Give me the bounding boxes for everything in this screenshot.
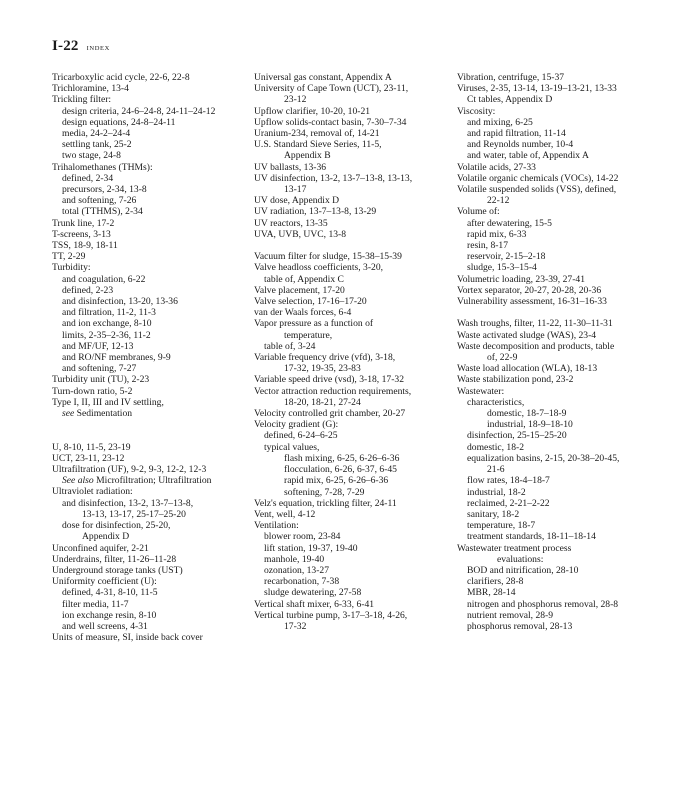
index-subentry: Appendix B	[284, 150, 331, 162]
index-subentry: 13-13, 13-17, 25-17–25-20	[82, 508, 186, 520]
index-entry: Volatile acids, 27-33	[457, 161, 536, 173]
index-entry: UCT, 23-11, 23-12	[52, 452, 125, 464]
index-subentry: defined, 6-24–6-25	[264, 430, 338, 442]
index-entry: Ultrafiltration (UF), 9-2, 9-3, 12-2, 12-3	[52, 464, 207, 476]
index-subentry: 13-17	[284, 184, 307, 196]
index-entry: U.S. Standard Sieve Series, 11-5,	[254, 139, 382, 151]
index-subentry: reclaimed, 2-21–2-22	[467, 497, 550, 509]
index-entry: UV ballasts, 13-36	[254, 161, 327, 173]
index-entry: Volatile organic chemicals (VOCs), 14-22	[457, 172, 619, 184]
index-entry: Vacuum filter for sludge, 15-38–15-39	[254, 251, 402, 263]
index-subentry: 23-12	[284, 94, 307, 106]
index-entry: Volatile suspended solids (VSS), defined,	[457, 184, 617, 196]
index-subentry: resin, 8-17	[467, 240, 509, 252]
index-entry: Valve selection, 17-16–17-20	[254, 296, 367, 308]
running-head: INDEX	[86, 45, 110, 52]
index-subentry: treatment standards, 18-11–18-14	[467, 531, 596, 543]
index-entry: UV radiation, 13-7–13-8, 13-29	[254, 206, 377, 218]
index-subentry: filter media, 11-7	[62, 598, 129, 610]
index-entry: Units of measure, SI, inside back cover	[52, 632, 203, 644]
index-subentry: characteristics,	[467, 396, 525, 408]
index-subentry: and MF/UF, 12-13	[62, 340, 134, 352]
index-subentry: 21-6	[487, 464, 505, 476]
index-subentry: rapid mix, 6-33	[467, 228, 527, 240]
index-entry: Waste activated sludge (WAS), 23-4	[457, 329, 597, 341]
index-subentry: defined, 4-31, 8-10, 11-5	[62, 587, 158, 599]
index-subentry: sludge dewatering, 27-58	[264, 587, 362, 599]
index-entry: Waste load allocation (WLA), 18-13	[457, 363, 598, 375]
index-subentry: dose for disinfection, 25-20,	[62, 520, 171, 532]
index-subentry: and ion exchange, 8-10	[62, 318, 152, 330]
index-subentry: see Sedimentation	[62, 408, 133, 420]
index-entry: UVA, UVB, UVC, 13-8	[254, 228, 347, 240]
index-entry: Wastewater treatment process	[457, 542, 572, 554]
index-subentry: temperature, 18-7	[467, 520, 536, 532]
page-number: I-22	[52, 38, 79, 54]
index-entry: UV disinfection, 13-2, 13-7–13-8, 13-13,	[254, 172, 413, 184]
index-subentry: temperature,	[284, 329, 333, 341]
index-entry: Waste decomposition and products, table	[457, 340, 615, 352]
index-entry: U, 8-10, 11-5, 23-19	[52, 441, 131, 453]
index-entry: Vertical shaft mixer, 6-33, 6-41	[254, 598, 375, 610]
index-subentry: nitrogen and phosphorus removal, 28-8	[467, 598, 619, 610]
index-entry: TT, 2-29	[52, 251, 86, 263]
index-subentry: design equations, 24-8–24-11	[62, 116, 176, 128]
index-subentry: clarifiers, 28-8	[467, 576, 524, 588]
index-subentry: two stage, 24-8	[62, 150, 121, 162]
index-subentry: and well screens, 4-31	[62, 620, 148, 632]
index-entry: Unconfined aquifer, 2-21	[52, 542, 149, 554]
index-entry: Uniformity coefficient (U):	[52, 576, 157, 588]
index-subentry: flow rates, 18-4–18-7	[467, 475, 550, 487]
index-entry: Ultraviolet radiation:	[52, 486, 133, 498]
index-subentry: and mixing, 6-25	[467, 116, 533, 128]
index-subentry: 22-12	[487, 195, 510, 207]
index-entry: T-screens, 3-13	[52, 228, 111, 240]
index-column-1	[52, 72, 242, 643]
index-subentry: table of, Appendix C	[264, 273, 344, 285]
index-subentry: limits, 2-35–2-36, 11-2	[62, 329, 151, 341]
index-subentry: typical values,	[264, 441, 320, 453]
index-subentry: blower room, 23-84	[264, 531, 341, 543]
index-entry: Waste stabilization pond, 23-2	[457, 374, 574, 386]
index-entry: Turbidity:	[52, 262, 91, 274]
index-subentry: and rapid filtration, 11-14	[467, 128, 566, 140]
index-entry: Vapor pressure as a function of	[254, 318, 374, 330]
index-subentry: and softening, 7-26	[62, 195, 137, 207]
index-entry: Trihalomethanes (THMs):	[52, 161, 153, 173]
index-column-2	[254, 72, 450, 632]
index-entry: Trickling filter:	[52, 94, 112, 106]
index-subentry: sanitary, 18-2	[467, 508, 520, 520]
index-entry: Viscosity:	[457, 105, 496, 117]
index-entry: Vibration, centrifuge, 15-37	[457, 72, 565, 83]
index-subentry: and filtration, 11-2, 11-3	[62, 307, 156, 319]
index-entry: Variable frequency drive (vfd), 3-18,	[254, 352, 396, 364]
index-subentry: 17-32, 19-35, 23-83	[284, 363, 361, 375]
index-entry: Vector attraction reduction requirements,	[254, 385, 412, 397]
index-subentry: and Reynolds number, 10-4	[467, 139, 574, 151]
index-subentry: defined, 2-23	[62, 284, 114, 296]
index-subentry: and softening, 7-27	[62, 363, 137, 375]
index-entry: Vent, well, 4-12	[254, 508, 316, 520]
index-subentry: See also Microfiltration; Ultrafiltration	[62, 475, 212, 487]
index-subentry: sludge, 15-3–15-4	[467, 262, 537, 274]
index-subentry: domestic, 18-2	[467, 441, 525, 453]
section-gap	[254, 240, 450, 251]
index-subentry: and RO/NF membranes, 9-9	[62, 352, 171, 364]
index-subentry: 17-32	[284, 620, 307, 632]
index-subentry: flash mixing, 6-25, 6-26–6-36	[284, 452, 400, 464]
index-column-3	[457, 72, 653, 632]
index-subentry: softening, 7-28, 7-29	[284, 486, 365, 498]
index-subentry: total (TTHMS), 2-34	[62, 206, 143, 218]
section-gap	[457, 307, 653, 318]
index-subentry: and water, table of, Appendix A	[467, 150, 589, 162]
index-subentry: and disinfection, 13-2, 13-7–13-8,	[62, 497, 194, 509]
index-entry: Valve headloss coefficients, 3-20,	[254, 262, 384, 274]
index-subentry: 18-20, 18-21, 27-24	[284, 396, 361, 408]
index-entry: Upflow solids-contact basin, 7-30–7-34	[254, 116, 407, 128]
index-entry: University of Cape Town (UCT), 23-11,	[254, 83, 409, 95]
index-entry: TSS, 18-9, 18-11	[52, 240, 118, 252]
index-subentry: industrial, 18-9–18-10	[487, 419, 573, 431]
section-gap	[52, 419, 242, 430]
index-entry: Upflow clarifier, 10-20, 10-21	[254, 105, 371, 117]
index-subentry: domestic, 18-7–18-9	[487, 408, 567, 420]
index-subentry: recarbonation, 7-38	[264, 576, 340, 588]
index-entry: Vulnerability assessment, 16-31–16-33	[457, 296, 607, 308]
index-entry: Velocity controlled grit chamber, 20-27	[254, 408, 406, 420]
index-entry: Trichloramine, 13-4	[52, 83, 129, 95]
index-entry: Wastewater:	[457, 385, 505, 397]
index-entry: Universal gas constant, Appendix A	[254, 72, 392, 83]
index-entry: Volumetric loading, 23-39, 27-41	[457, 273, 585, 285]
index-entry: Wash troughs, filter, 11-22, 11-30–11-31	[457, 318, 613, 330]
index-subentry: Ct tables, Appendix D	[467, 94, 553, 106]
index-subentry: table of, 3-24	[264, 340, 316, 352]
index-subentry: precursors, 2-34, 13-8	[62, 184, 147, 196]
index-entry: van der Waals forces, 6-4	[254, 307, 352, 319]
index-subentry: evaluations:	[497, 553, 544, 565]
index-entry: Vortex separator, 20-27, 20-28, 20-36	[457, 284, 602, 296]
index-subentry: disinfection, 25-15–25-20	[467, 430, 567, 442]
index-subentry: industrial, 18-2	[467, 486, 526, 498]
index-entry: Velocity gradient (G):	[254, 419, 339, 431]
index-entry: Vertical turbine pump, 3-17–3-18, 4-26,	[254, 609, 408, 621]
index-subentry: ion exchange resin, 8-10	[62, 609, 157, 621]
index-subentry: phosphorus removal, 28-13	[467, 620, 573, 632]
index-entry: Tricarboxylic acid cycle, 22-6, 22-8	[52, 72, 190, 83]
index-subentry: MBR, 28-14	[467, 587, 516, 599]
index-subentry: design criteria, 24-6–24-8, 24-11–24-12	[62, 105, 216, 117]
index-entry: Type I, II, III and IV settling,	[52, 396, 164, 408]
index-subentry: of, 22-9	[487, 352, 518, 364]
index-subentry: media, 24-2–24-4	[62, 128, 131, 140]
index-subentry: BOD and nitrification, 28-10	[467, 564, 579, 576]
index-subentry: ozonation, 13-27	[264, 564, 330, 576]
index-entry: UV dose, Appendix D	[254, 195, 340, 207]
index-subentry: after dewatering, 15-5	[467, 217, 552, 229]
index-subentry: settling tank, 25-2	[62, 139, 132, 151]
index-entry: Variable speed drive (vsd), 3-18, 17-32	[254, 374, 404, 386]
index-subentry: Appendix D	[82, 531, 130, 543]
page-header	[52, 38, 110, 55]
section-gap	[52, 430, 242, 441]
index-entry: Valve placement, 17-20	[254, 284, 345, 296]
index-entry: Underdrains, filter, 11-26–11-28	[52, 553, 177, 565]
index-subentry: and disinfection, 13-20, 13-36	[62, 296, 178, 308]
index-entry: Volume of:	[457, 206, 500, 218]
index-entry: Turn-down ratio, 5-2	[52, 385, 133, 397]
index-entry: Trunk line, 17-2	[52, 217, 115, 229]
index-subentry: nutrient removal, 28-9	[467, 609, 554, 621]
index-entry: Turbidity unit (TU), 2-23	[52, 374, 150, 386]
index-subentry: rapid mix, 6-25, 6-26–6-36	[284, 475, 389, 487]
index-entry: Underground storage tanks (UST)	[52, 564, 183, 576]
index-subentry: manhole, 19-40	[264, 553, 325, 565]
index-entry: Uranium-234, removal of, 14-21	[254, 128, 380, 140]
index-subentry: equalization basins, 2-15, 20-38–20-45,	[467, 452, 620, 464]
index-subentry: and coagulation, 6-22	[62, 273, 146, 285]
index-entry: UV reactors, 13-35	[254, 217, 328, 229]
index-subentry: reservoir, 2-15–2-18	[467, 251, 546, 263]
index-entry: Velz's equation, trickling filter, 24-11	[254, 497, 397, 509]
index-subentry: lift station, 19-37, 19-40	[264, 542, 358, 554]
index-entry: Ventilation:	[254, 520, 299, 532]
index-subentry: defined, 2-34	[62, 172, 114, 184]
index-subentry: flocculation, 6-26, 6-37, 6-45	[284, 464, 397, 476]
index-entry: Viruses, 2-35, 13-14, 13-19–13-21, 13-33	[457, 83, 617, 95]
